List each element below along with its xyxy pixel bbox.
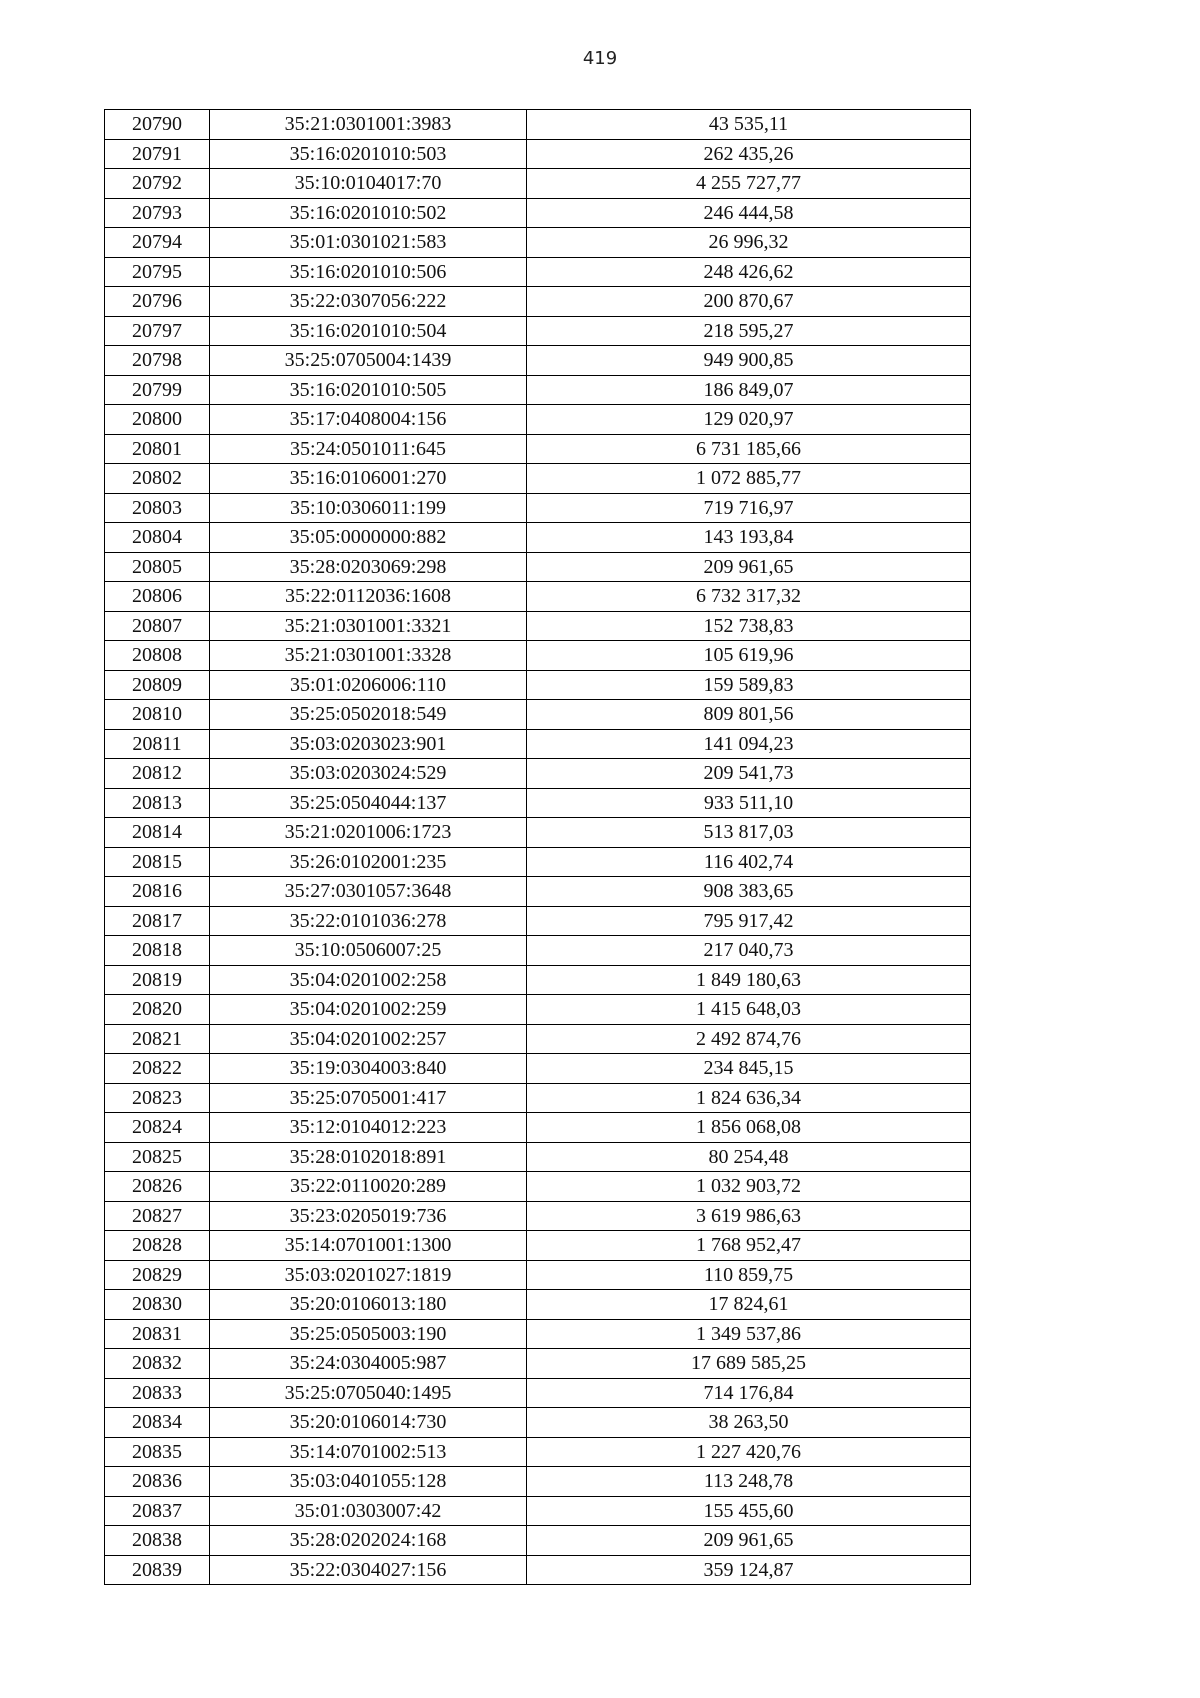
table-row: [105, 1555, 971, 1585]
cadastral-value-cell: 200 870,67: [527, 287, 971, 317]
cadastral-number-cell: 35:27:0301057:3648: [210, 877, 527, 907]
cadastral-value-cell: 209 961,65: [527, 1526, 971, 1556]
cadastral-value-cell: 1 824 636,34: [527, 1083, 971, 1113]
cadastral-number-cell: 35:12:0104012:223: [210, 1113, 527, 1143]
row-number-cell: 20797: [105, 316, 210, 346]
row-number-cell: 20825: [105, 1142, 210, 1172]
cadastral-value-cell: 6 732 317,32: [527, 582, 971, 612]
row-number-cell: 20805: [105, 552, 210, 582]
row-number-cell: 20830: [105, 1290, 210, 1320]
table-row: [105, 139, 971, 169]
table-row: [105, 1467, 971, 1497]
cadastral-number-cell: 35:21:0301001:3321: [210, 611, 527, 641]
cadastral-number-cell: 35:05:0000000:882: [210, 523, 527, 553]
cadastral-value-cell: 26 996,32: [527, 228, 971, 258]
row-number-cell: 20829: [105, 1260, 210, 1290]
cadastral-value-cell: 1 072 885,77: [527, 464, 971, 494]
cadastral-value-cell: 1 856 068,08: [527, 1113, 971, 1143]
table-row: [105, 1496, 971, 1526]
table-row: [105, 552, 971, 582]
table-row: [105, 611, 971, 641]
table-body: [105, 110, 971, 1585]
cadastral-value-cell: 234 845,15: [527, 1054, 971, 1084]
cadastral-value-cell: 714 176,84: [527, 1378, 971, 1408]
cadastral-number-cell: 35:16:0201010:502: [210, 198, 527, 228]
cadastral-number-cell: 35:25:0502018:549: [210, 700, 527, 730]
cadastral-number-cell: 35:23:0205019:736: [210, 1201, 527, 1231]
row-number-cell: 20822: [105, 1054, 210, 1084]
cadastral-number-cell: 35:25:0505003:190: [210, 1319, 527, 1349]
cadastral-value-cell: 113 248,78: [527, 1467, 971, 1497]
cadastral-number-cell: 35:16:0201010:503: [210, 139, 527, 169]
table-row: [105, 1142, 971, 1172]
cadastral-value-cell: 116 402,74: [527, 847, 971, 877]
cadastral-value-cell: 218 595,27: [527, 316, 971, 346]
table-row: [105, 1024, 971, 1054]
cadastral-value-cell: 1 227 420,76: [527, 1437, 971, 1467]
cadastral-number-cell: 35:01:0301021:583: [210, 228, 527, 258]
row-number-cell: 20832: [105, 1349, 210, 1379]
row-number-cell: 20791: [105, 139, 210, 169]
row-number-cell: 20816: [105, 877, 210, 907]
cadastral-number-cell: 35:28:0202024:168: [210, 1526, 527, 1556]
cadastral-value-cell: 143 193,84: [527, 523, 971, 553]
cadastral-value-cell: 513 817,03: [527, 818, 971, 848]
row-number-cell: 20824: [105, 1113, 210, 1143]
row-number-cell: 20809: [105, 670, 210, 700]
row-number-cell: 20801: [105, 434, 210, 464]
cadastral-value-cell: 152 738,83: [527, 611, 971, 641]
cadastral-value-cell: 38 263,50: [527, 1408, 971, 1438]
row-number-cell: 20796: [105, 287, 210, 317]
table-row: [105, 1260, 971, 1290]
table-row: [105, 1201, 971, 1231]
row-number-cell: 20838: [105, 1526, 210, 1556]
table-row: [105, 1172, 971, 1202]
table-row: [105, 1290, 971, 1320]
row-number-cell: 20831: [105, 1319, 210, 1349]
table-row: [105, 110, 971, 140]
table-row: [105, 1526, 971, 1556]
row-number-cell: 20804: [105, 523, 210, 553]
cadastral-number-cell: 35:28:0102018:891: [210, 1142, 527, 1172]
cadastral-number-cell: 35:10:0306011:199: [210, 493, 527, 523]
cadastral-number-cell: 35:19:0304003:840: [210, 1054, 527, 1084]
row-number-cell: 20792: [105, 169, 210, 199]
cadastral-value-cell: 1 768 952,47: [527, 1231, 971, 1261]
cadastral-value-cell: 949 900,85: [527, 346, 971, 376]
cadastral-number-cell: 35:21:0301001:3983: [210, 110, 527, 140]
row-number-cell: 20821: [105, 1024, 210, 1054]
table-row: [105, 1054, 971, 1084]
cadastral-number-cell: 35:03:0203024:529: [210, 759, 527, 789]
row-number-cell: 20803: [105, 493, 210, 523]
table-row: [105, 405, 971, 435]
cadastral-number-cell: 35:01:0303007:42: [210, 1496, 527, 1526]
row-number-cell: 20826: [105, 1172, 210, 1202]
cadastral-value-cell: 1 349 537,86: [527, 1319, 971, 1349]
row-number-cell: 20795: [105, 257, 210, 287]
cadastral-number-cell: 35:25:0504044:137: [210, 788, 527, 818]
cadastral-value-cell: 262 435,26: [527, 139, 971, 169]
cadastral-value-cell: 4 255 727,77: [527, 169, 971, 199]
cadastral-value-cell: 1 415 648,03: [527, 995, 971, 1025]
row-number-cell: 20810: [105, 700, 210, 730]
table-row: [105, 1408, 971, 1438]
row-number-cell: 20818: [105, 936, 210, 966]
cadastral-value-cell: 105 619,96: [527, 641, 971, 671]
table-row: [105, 346, 971, 376]
cadastral-number-cell: 35:22:0101036:278: [210, 906, 527, 936]
cadastral-value-cell: 359 124,87: [527, 1555, 971, 1585]
cadastral-number-cell: 35:03:0401055:128: [210, 1467, 527, 1497]
cadastral-value-cell: 2 492 874,76: [527, 1024, 971, 1054]
table-row: [105, 641, 971, 671]
cadastral-number-cell: 35:24:0501011:645: [210, 434, 527, 464]
cadastral-number-cell: 35:10:0104017:70: [210, 169, 527, 199]
row-number-cell: 20839: [105, 1555, 210, 1585]
table-row: [105, 818, 971, 848]
row-number-cell: 20815: [105, 847, 210, 877]
row-number-cell: 20793: [105, 198, 210, 228]
cadastral-value-cell: 80 254,48: [527, 1142, 971, 1172]
cadastral-value-cell: 6 731 185,66: [527, 434, 971, 464]
table-row: [105, 906, 971, 936]
cadastral-value-cell: 1 849 180,63: [527, 965, 971, 995]
row-number-cell: 20813: [105, 788, 210, 818]
cadastral-number-cell: 35:16:0201010:506: [210, 257, 527, 287]
row-number-cell: 20820: [105, 995, 210, 1025]
row-number-cell: 20827: [105, 1201, 210, 1231]
cadastral-number-cell: 35:22:0307056:222: [210, 287, 527, 317]
table-row: [105, 965, 971, 995]
cadastral-value-cell: 141 094,23: [527, 729, 971, 759]
table-row: [105, 228, 971, 258]
row-number-cell: 20799: [105, 375, 210, 405]
table-row: [105, 1378, 971, 1408]
cadastral-number-cell: 35:20:0106014:730: [210, 1408, 527, 1438]
cadastral-value-cell: 3 619 986,63: [527, 1201, 971, 1231]
cadastral-value-cell: 246 444,58: [527, 198, 971, 228]
row-number-cell: 20794: [105, 228, 210, 258]
cadastral-number-cell: 35:16:0201010:504: [210, 316, 527, 346]
cadastral-number-cell: 35:17:0408004:156: [210, 405, 527, 435]
cadastral-number-cell: 35:16:0201010:505: [210, 375, 527, 405]
cadastral-value-cell: 217 040,73: [527, 936, 971, 966]
row-number-cell: 20812: [105, 759, 210, 789]
table-row: [105, 729, 971, 759]
row-number-cell: 20807: [105, 611, 210, 641]
cadastral-number-cell: 35:03:0201027:1819: [210, 1260, 527, 1290]
table-row: [105, 788, 971, 818]
table-row: [105, 434, 971, 464]
row-number-cell: 20833: [105, 1378, 210, 1408]
cadastral-number-cell: 35:10:0506007:25: [210, 936, 527, 966]
table-row: [105, 877, 971, 907]
cadastral-number-cell: 35:21:0201006:1723: [210, 818, 527, 848]
cadastral-number-cell: 35:22:0110020:289: [210, 1172, 527, 1202]
cadastral-number-cell: 35:20:0106013:180: [210, 1290, 527, 1320]
table-row: [105, 1113, 971, 1143]
table-row: [105, 759, 971, 789]
cadastral-value-cell: 159 589,83: [527, 670, 971, 700]
row-number-cell: 20817: [105, 906, 210, 936]
row-number-cell: 20828: [105, 1231, 210, 1261]
table-row: [105, 523, 971, 553]
cadastral-number-cell: 35:22:0112036:1608: [210, 582, 527, 612]
cadastral-number-cell: 35:01:0206006:110: [210, 670, 527, 700]
cadastral-value-cell: 155 455,60: [527, 1496, 971, 1526]
table-row: [105, 375, 971, 405]
table-row: [105, 1083, 971, 1113]
page-number: 419: [582, 48, 618, 69]
table-row: [105, 847, 971, 877]
row-number-cell: 20837: [105, 1496, 210, 1526]
table-row: [105, 582, 971, 612]
row-number-cell: 20806: [105, 582, 210, 612]
table-row: [105, 936, 971, 966]
row-number-cell: 20811: [105, 729, 210, 759]
cadastral-number-cell: 35:03:0203023:901: [210, 729, 527, 759]
cadastral-number-cell: 35:04:0201002:257: [210, 1024, 527, 1054]
table-row: [105, 169, 971, 199]
table-row: [105, 995, 971, 1025]
table-row: [105, 1319, 971, 1349]
cadastral-value-cell: 43 535,11: [527, 110, 971, 140]
row-number-cell: 20819: [105, 965, 210, 995]
cadastral-value-cell: 17 689 585,25: [527, 1349, 971, 1379]
cadastral-value-cell: 933 511,10: [527, 788, 971, 818]
cadastral-value-cell: 1 032 903,72: [527, 1172, 971, 1202]
cadastral-value-table: [104, 109, 971, 1585]
cadastral-number-cell: 35:04:0201002:258: [210, 965, 527, 995]
table-row: [105, 670, 971, 700]
table-row: [105, 198, 971, 228]
cadastral-number-cell: 35:28:0203069:298: [210, 552, 527, 582]
cadastral-value-cell: 719 716,97: [527, 493, 971, 523]
row-number-cell: 20823: [105, 1083, 210, 1113]
cadastral-number-cell: 35:22:0304027:156: [210, 1555, 527, 1585]
cadastral-value-cell: 186 849,07: [527, 375, 971, 405]
cadastral-number-cell: 35:04:0201002:259: [210, 995, 527, 1025]
cadastral-number-cell: 35:25:0705001:417: [210, 1083, 527, 1113]
cadastral-number-cell: 35:24:0304005:987: [210, 1349, 527, 1379]
row-number-cell: 20790: [105, 110, 210, 140]
cadastral-number-cell: 35:16:0106001:270: [210, 464, 527, 494]
cadastral-value-cell: 795 917,42: [527, 906, 971, 936]
table-row: [105, 493, 971, 523]
row-number-cell: 20814: [105, 818, 210, 848]
table-row: [105, 1231, 971, 1261]
cadastral-number-cell: 35:14:0701001:1300: [210, 1231, 527, 1261]
table-row: [105, 1437, 971, 1467]
cadastral-number-cell: 35:14:0701002:513: [210, 1437, 527, 1467]
row-number-cell: 20834: [105, 1408, 210, 1438]
cadastral-number-cell: 35:21:0301001:3328: [210, 641, 527, 671]
table-row: [105, 700, 971, 730]
cadastral-value-cell: 209 541,73: [527, 759, 971, 789]
table-row: [105, 316, 971, 346]
cadastral-value-cell: 809 801,56: [527, 700, 971, 730]
row-number-cell: 20835: [105, 1437, 210, 1467]
cadastral-value-cell: 248 426,62: [527, 257, 971, 287]
cadastral-number-cell: 35:25:0705040:1495: [210, 1378, 527, 1408]
row-number-cell: 20798: [105, 346, 210, 376]
cadastral-value-cell: 129 020,97: [527, 405, 971, 435]
cadastral-number-cell: 35:26:0102001:235: [210, 847, 527, 877]
row-number-cell: 20836: [105, 1467, 210, 1497]
table-row: [105, 257, 971, 287]
cadastral-value-cell: 110 859,75: [527, 1260, 971, 1290]
row-number-cell: 20808: [105, 641, 210, 671]
cadastral-value-cell: 908 383,65: [527, 877, 971, 907]
cadastral-number-cell: 35:25:0705004:1439: [210, 346, 527, 376]
table-row: [105, 1349, 971, 1379]
cadastral-value-cell: 17 824,61: [527, 1290, 971, 1320]
cadastral-value-cell: 209 961,65: [527, 552, 971, 582]
table-row: [105, 287, 971, 317]
row-number-cell: 20800: [105, 405, 210, 435]
table-row: [105, 464, 971, 494]
row-number-cell: 20802: [105, 464, 210, 494]
